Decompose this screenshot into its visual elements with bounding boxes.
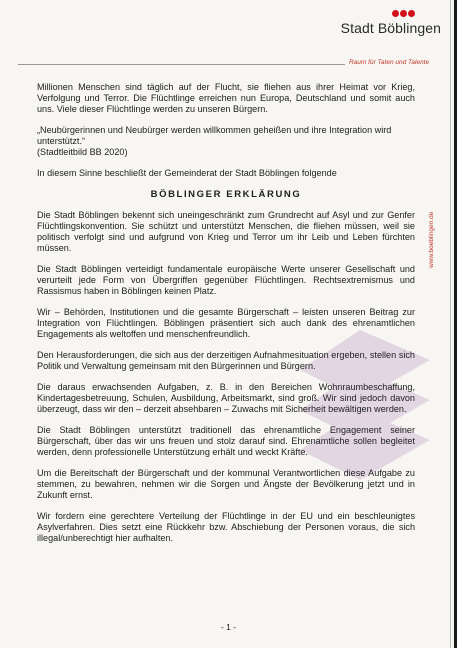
slogan: Raum für Taten und Talente: [345, 59, 433, 66]
resolution-line: In diesem Sinne beschließt der Gemeinderat der Stadt Böblingen folgende: [37, 168, 337, 178]
scan-edge-line: [450, 0, 451, 648]
document-body: [37, 82, 415, 554]
paragraph: Wir fordern eine gerechtere Verteilung der Flüchtlinge in der EU und ein beschleunigtes Asylverfahren. Dies setzt eine Rückkehr bzw. Abschiebung der Personen voraus, die sich illegal/unberechtigt hier aufhalten.: [37, 511, 415, 543]
quote-source: (Stadtleitbild BB 2020): [37, 147, 128, 157]
paragraph: Die Stadt Böblingen bekennt sich uneingeschränkt zum Grundrecht auf Asyl und zur Genfer Flüchtlingskonvention. Sie schützt und unterstützt Menschen, die fliehen müssen, weil sie politisch verfolgt sind und aufgrund von Krieg und Terror um ihr Leib und Leben fürchten müssen.: [37, 210, 415, 253]
paragraph: Die daraus erwachsenden Aufgaben, z. B. in den Bereichen Wohnraumbeschaffung, Kindertagesbetreuung, Schulen, Ausbildung, Arbeitsmarkt, sind groß. Wir sind jedoch davon überzeugt, dass wir den – derzeit absehbaren – Zuwachs mit Sicherheit bewältigen werden.: [37, 382, 415, 414]
logo-text: Stadt Böblingen: [340, 20, 441, 36]
paragraph: Um die Bereitschaft der Bürgerschaft und der kommunal Verantwortlichen diese Aufgabe zu stemmen, zu bewahren, nehmen wir die Sorgen und Ängste der Bevölkerung jetzt und in Zukunft ernst.: [37, 468, 415, 500]
logo-dots-icon: [392, 10, 415, 17]
paragraph: Wir – Behörden, Institutionen und die gesamte Bürgerschaft – leisten unseren Beitrag zur Integration von Flüchtlingen. Böblingen präsentiert sich auch dank des ehrenamtlichen Engagements als weltoffen und menschenfreundlich.: [37, 307, 415, 339]
quote-text: „Neubürgerinnen und Neubürger werden willkommen geheißen und ihre Integration wird unterstützt.“: [37, 125, 392, 146]
paragraph: Die Stadt Böblingen verteidigt fundamentale europäische Werte unserer Gesellschaft und verurteilt jede Form von Übergriffen gegenüber Flüchtlingen. Rechtsextremismus und Rassismus haben in Böblingen keinen Platz.: [37, 264, 415, 296]
city-logo: [341, 10, 441, 36]
declaration-heading: BÖBLINGER ERKLÄRUNG: [150, 189, 302, 200]
page-number: - 1 -: [220, 622, 237, 632]
paragraph: Die Stadt Böblingen unterstützt traditionell das ehrenamtliche Engagement seiner Bürgerschaft, über das wir uns freuen und stolz darauf sind. Ehrenamtliche sollen begleitet werden, denn professionelle Unterstützung erhält und weckt Kräfte.: [37, 425, 415, 457]
paragraph: Den Herausforderungen, die sich aus der derzeitigen Aufnahmesituation ergeben, stellen sich Politik und Verwaltung gemeinsam mit den Bürgerinnen und Bürgern.: [37, 350, 415, 371]
side-url: www.boeblingen.de: [428, 211, 435, 268]
intro-paragraph: Millionen Menschen sind täglich auf der Flucht, sie fliehen aus ihrer Heimat vor Krieg, Verfolgung und Terror. Die Flüchtlinge erreichen nun Europa, Deutschland und somit auch uns. Viele dieser Flüchtlinge werden zu unseren Bürgern.: [37, 82, 415, 114]
